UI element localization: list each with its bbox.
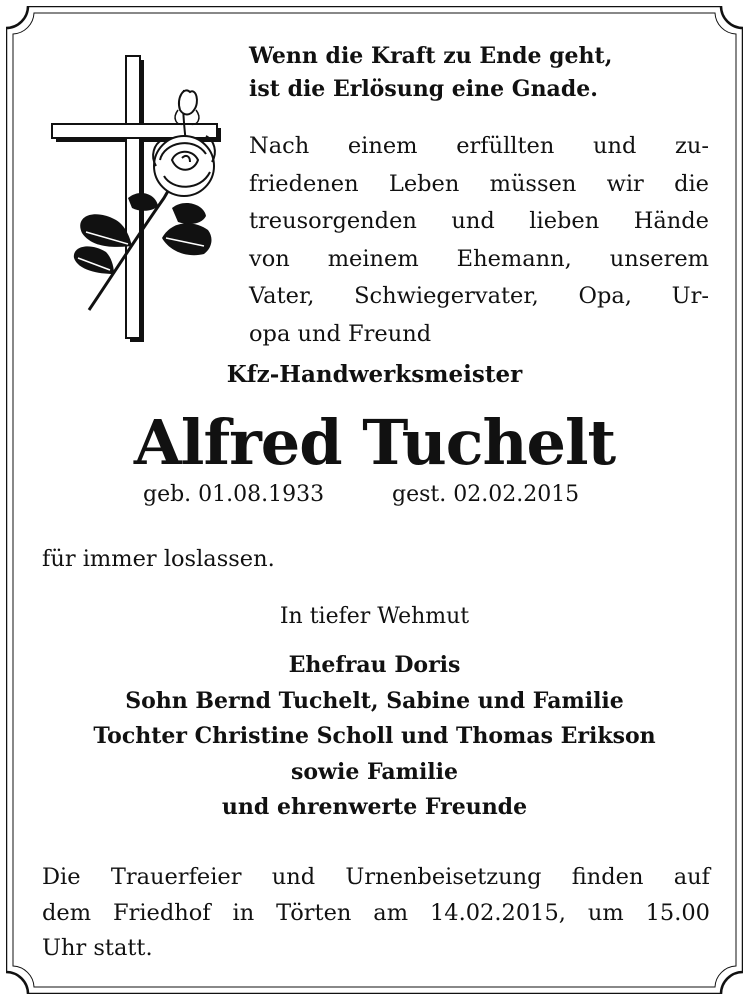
family-member: und ehrenwerte Freunde: [221, 794, 528, 820]
intro-line: treusorgenden und lieben Hände: [249, 208, 709, 234]
family-member: Sohn Bernd Tuchelt, Sabine und Familie: [125, 687, 624, 714]
motto: [249, 40, 709, 106]
intro-line: opa und Freund: [249, 320, 432, 347]
family-list: [0, 648, 749, 826]
intro-line: friedenen Leben müssen wir die: [249, 170, 709, 197]
intro-line: Nach einem erfüllten und zu-: [249, 133, 709, 159]
deceased-name: Alfred Tuchelt: [133, 406, 616, 479]
release-text: für immer loslassen.: [42, 546, 275, 572]
intro-text: [249, 128, 709, 353]
mourning-line: In tiefer Wehmut: [279, 604, 470, 629]
birth-date: geb. 01.08.1933: [143, 482, 325, 507]
death-date: gest. 02.02.2015: [392, 482, 580, 507]
funeral-line: Die Trauerfeier und Urnenbeisetzung finden auf: [42, 864, 710, 890]
funeral-notice: [42, 860, 710, 967]
family-member: Ehefrau Doris: [288, 652, 461, 678]
cross-with-rose-icon: [44, 48, 229, 348]
motto-line: ist die Erlösung eine Gnade.: [249, 76, 598, 102]
intro-line: Vater, Schwiegervater, Opa, Ur-: [249, 283, 709, 309]
intro-line: von meinem Ehemann, unserem: [249, 245, 709, 272]
family-member: sowie Familie: [290, 758, 459, 785]
funeral-line: Uhr statt.: [42, 935, 153, 961]
funeral-line: dem Friedhof in Törten am 14.02.2015, um 15.00: [42, 899, 710, 926]
motto-line: Wenn die Kraft zu Ende geht,: [249, 43, 613, 69]
deceased-title: Kfz-Handwerksmeister: [226, 361, 523, 388]
family-member: Tochter Christine Scholl und Thomas Erikson: [93, 723, 656, 749]
